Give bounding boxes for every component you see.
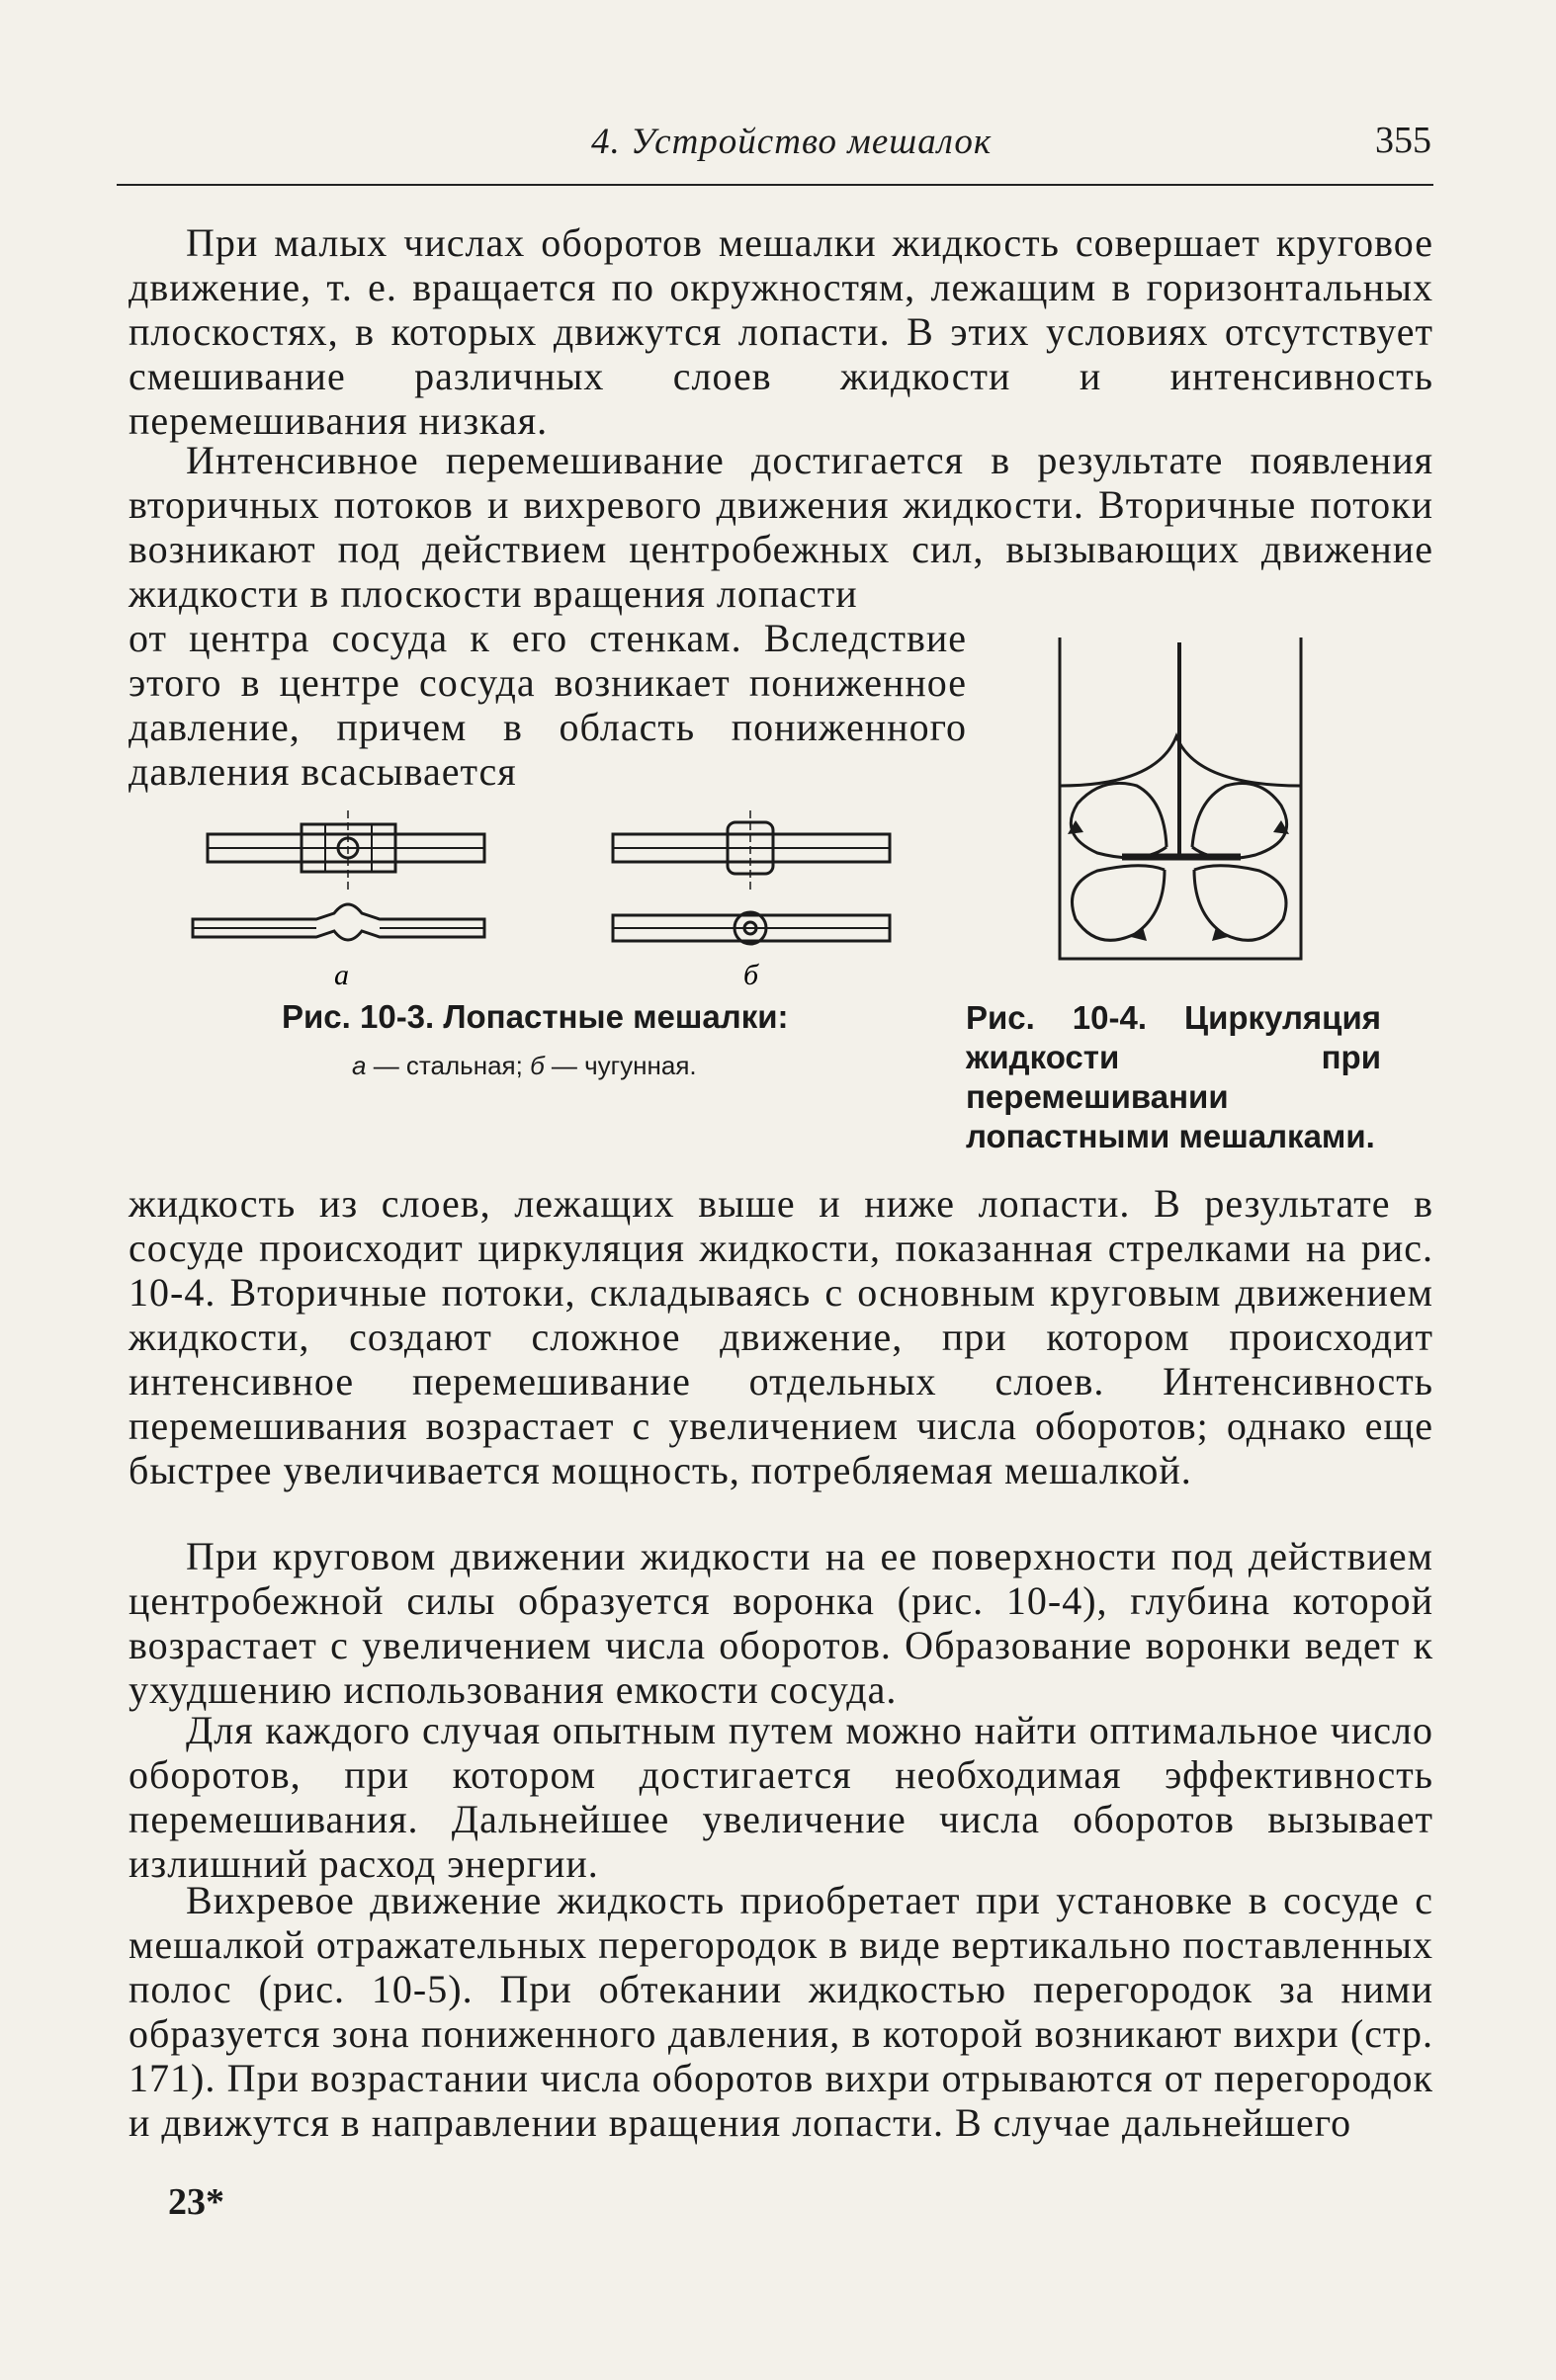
paragraph-2-wrap: от центра сосуда к его стенкам. Вследствие этого в центре сосуда возникает пониженное давление, причем в область пониженного давления всасывается [129, 616, 967, 794]
cast-iron-paddle-top-view [613, 810, 890, 890]
upper-right-loop [1192, 784, 1287, 859]
figure-10-4-drawing [1048, 638, 1310, 964]
lower-right-loop [1194, 866, 1286, 941]
subcaption-letter-a: а [352, 1051, 367, 1080]
upper-left-loop [1071, 783, 1167, 857]
figure-label-b: б [743, 959, 759, 991]
figure-10-3-subcaption [352, 1051, 697, 1081]
cast-iron-paddle-side-view [613, 912, 890, 944]
running-title: 4. Устройство мешалок [591, 122, 993, 162]
steel-paddle-side-view [193, 904, 484, 940]
paragraph-5: Вихревое движение жидкость приобретает при установке в сосуде с мешалкой отражательных перегородок в виде вертикально поставленных полос (рис. 10-5). При обтекании жидкостью перегородок за ними образуется зона пониженного давления, в которой возникают вихри (стр. 171). При возрастании числа оборотов вихри отрываются от перегородок и движутся в направлении вращения лопасти. В случае дальнейшего [129, 1878, 1433, 2145]
lower-left-loop [1072, 866, 1165, 941]
subcaption-letter-b: б [530, 1051, 545, 1080]
subcaption-text-a: — стальная; [366, 1051, 531, 1080]
paragraph-2-continuation: жидкость из слоев, лежащих выше и ниже лопасти. В результате в сосуде происходит циркуляция жидкости, показанная стрелками на рис. 10-4. Вторичные потоки, складываясь с основным круговым движением жидкости, создают сложное движение, при котором происходит интенсивное перемешивание отдельных слоев. Интенсивность перемешивания возрастает с увеличением числа оборотов; однако еще быстрее увеличивается мощность, потребляемая мешалкой. [129, 1181, 1433, 1492]
signature-mark: 23* [168, 2181, 224, 2223]
figure-10-4-caption: Рис. 10-4. Циркуляция жидкости при перемешивании лопастными мешалками. [966, 999, 1381, 1154]
steel-paddle-top-view [208, 810, 484, 890]
figure-10-3-caption: Рис. 10-3. Лопастные мешалки: [282, 998, 789, 1035]
paragraph-2-start: Интенсивное перемешивание достигается в результате появления вторичных потоков и вихревого движения жидкости. Вторичные потоки возникают под действием центробежных сил, вызывающих движение жидкости в плоскости вращения лопасти [129, 438, 1433, 616]
figure-label-a: а [334, 959, 349, 991]
subcaption-text-b: — чугунная. [544, 1051, 697, 1080]
figure-10-3-drawing [178, 810, 919, 998]
paragraph-1: При малых числах оборотов мешалки жидкость совершает круговое движение, т. е. вращается по окружностям, лежащим в горизонтальных плоскостях, в которых движутся лопасти. В этих условиях отсутствует смешивание различных слоев жидкости и интенсивность перемешивания низкая. [129, 220, 1433, 443]
paragraph-3: При круговом движении жидкости на ее поверхности под действием центробежной силы образуется воронка (рис. 10-4), глубина которой возрастает с увеличением числа оборотов. Образование воронки ведет к ухудшению использования емкости сосуда. [129, 1534, 1433, 1712]
page-number: 355 [1375, 120, 1431, 161]
paragraph-4: Для каждого случая опытным путем можно найти оптимальное число оборотов, при котором достигается необходимая эффективность перемешивания. Дальнейшее увеличение числа оборотов вызывает излишний расход энергии. [129, 1708, 1433, 1886]
running-header [117, 117, 1433, 186]
